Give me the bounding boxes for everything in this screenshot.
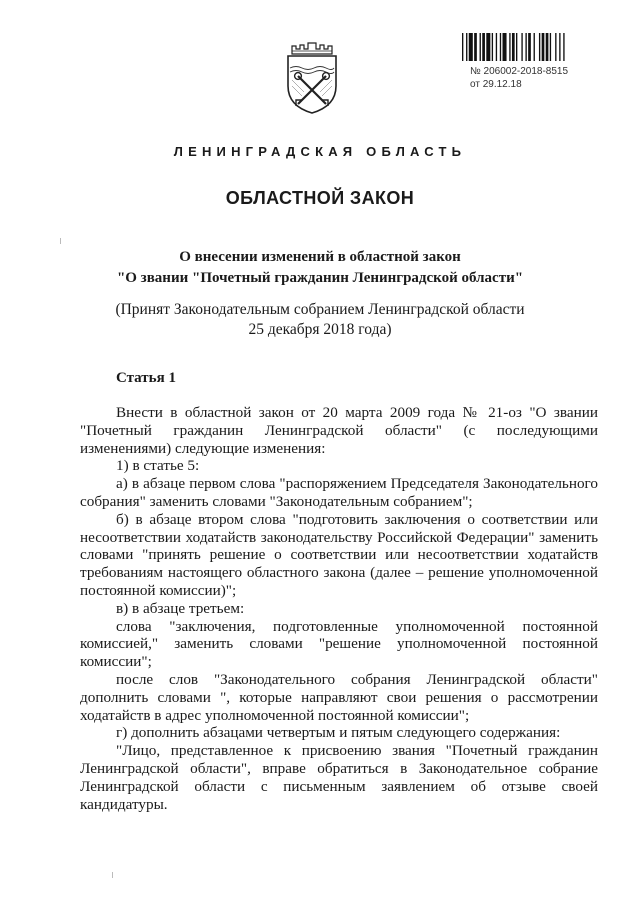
registration-number: № 206002-2018-8515 bbox=[470, 66, 569, 77]
scan-mark bbox=[60, 238, 61, 244]
paragraph-item-1: 1) в статье 5: bbox=[116, 457, 200, 475]
law-title-line-2: "О звании "Почетный гражданин Ленинградской области" bbox=[116, 270, 524, 286]
region-heading: ЛЕНИНГРАДСКАЯ ОБЛАСТЬ bbox=[173, 144, 467, 159]
paragraph-item-b: б) в абзаце втором слова "подготовить заключения о соответствии или несоответствии ходатайств законодательству Российской Федерации" заменить словами "принять решение о соответствии или несоответствии ходатайств требованиям настоящего областного закона (далее – решение уполномоченной постоянной комиссии)"; bbox=[80, 510, 598, 599]
scan-mark bbox=[112, 872, 113, 878]
paragraph-words-replace: слова "заключения, подготовленные уполномоченной постоянной комиссией," заменить словами "решение уполномоченной постоянной комиссии"; bbox=[80, 617, 598, 671]
article-heading: Статья 1 bbox=[116, 370, 176, 386]
law-title-line-1: О внесении изменений в областной закон bbox=[179, 249, 461, 265]
adoption-note bbox=[80, 300, 560, 340]
registration-date: от 29.12.18 bbox=[470, 79, 522, 90]
paragraph-item-v: в) в абзаце третьем: bbox=[116, 599, 245, 617]
paragraph-words-add: после слов "Законодательного собрания Ленинградской области" дополнить словами ", которые направляют свои решения о рассмотрении ходатайств в адрес уполномоченной постоянной комиссии"; bbox=[80, 670, 598, 724]
paragraph-intro: Внести в областной закон от 20 марта 2009 года № 21-оз "О звании "Почетный гражданин Ленинградской области" (с последующими изменениями) следующие изменения: bbox=[80, 404, 598, 457]
adoption-note-line-1: (Принят Законодательным собранием Ленинградской области bbox=[115, 301, 525, 318]
barcode bbox=[462, 33, 608, 61]
adoption-note-line-2: 25 декабря 2018 года) bbox=[248, 321, 392, 338]
article-body bbox=[80, 404, 598, 813]
paragraph-item-g: г) дополнить абзацами четвертым и пятым следующего содержания: bbox=[116, 724, 561, 742]
coat-of-arms-emblem bbox=[282, 40, 342, 116]
paragraph-quote: "Лицо, представленное к присвоению звания "Почетный гражданин Ленинградской области", вправе обратиться в Законодательное собрание Ленинградской области с письменным заявлением об отзыве своей кандидатуры. bbox=[80, 742, 598, 813]
paragraph-item-a: а) в абзаце первом слова "распоряжением Председателя Законодательного собрания" заменить словами "Законодательным собранием"; bbox=[80, 475, 598, 510]
law-type-heading: ОБЛАСТНОЙ ЗАКОН bbox=[225, 188, 415, 208]
law-title bbox=[80, 247, 560, 289]
